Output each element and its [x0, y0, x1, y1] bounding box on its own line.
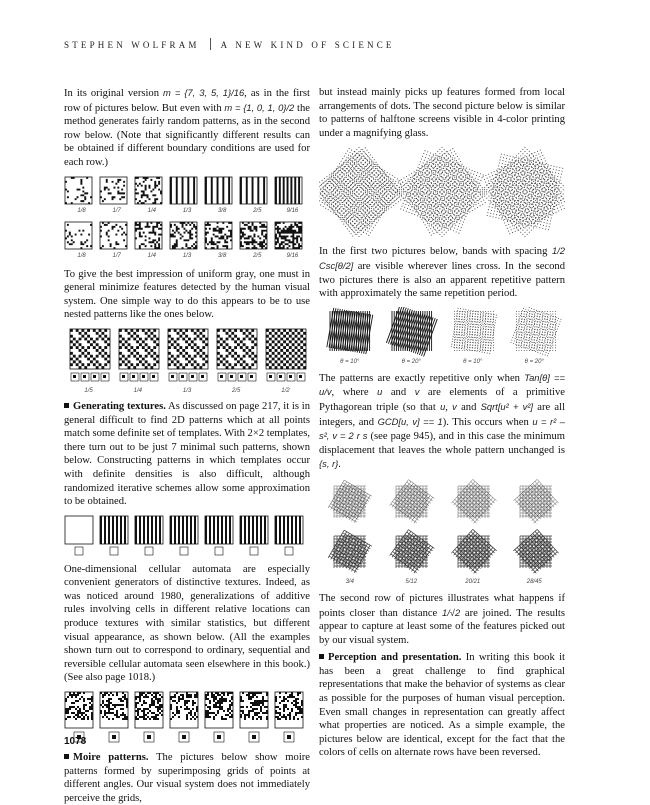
dither-tile — [240, 222, 267, 249]
paragraph-generating-textures: Generating textures. As discussed on page 217, it is in general difficult to find 2D patterns which at all points match some definite set of templates. With 2×2 templates, there turn out to be just 7 minimal such patterns, shown below. Constructing patterns in which templates occur with definite densities is also difficult, although randomized iterative schemes allow some approximation to be obtained. — [64, 400, 311, 508]
rotated-grid — [513, 479, 558, 524]
math-inline: m = {1, 0, 1, 0}/2 — [224, 101, 295, 113]
header-divider — [210, 38, 211, 50]
math-inline: 1/2 Csc[θ/2] — [319, 245, 565, 271]
nested-tile — [119, 329, 159, 369]
rule-icon — [144, 732, 154, 742]
paragraph-moire: Moire patterns. The pictures below show moire patterns formed by superimposing grids of points at different angles. Our visual system does not immediately perceive the grids, — [64, 752, 310, 804]
bullet-icon — [319, 654, 324, 659]
figure-dither-patterns — [64, 176, 310, 262]
template-icon — [250, 547, 258, 555]
moire-angle-pattern — [386, 307, 437, 356]
texture-tile — [275, 516, 303, 544]
ca-tiles-svg — [64, 691, 310, 745]
rotated-grid — [451, 479, 496, 524]
figure-nested-patterns — [64, 328, 310, 394]
paragraph-halftone: but instead mainly picks up features formed from local arrangements of dots. The second picture below is similar to patterns of halftone screens visible in 4-color printing under a magnifying glass. — [319, 87, 565, 139]
moire-rosette — [319, 147, 404, 237]
figure-moire-angles — [319, 307, 565, 365]
template-icon — [145, 547, 153, 555]
dither-tile — [135, 177, 162, 204]
dither-tile — [275, 177, 302, 204]
template-icon — [285, 547, 293, 555]
bullet-icon — [64, 403, 69, 408]
rule-icon — [249, 732, 259, 742]
texture-tile — [240, 516, 268, 544]
moire-angle-pattern — [510, 307, 561, 356]
rule-icon — [109, 732, 119, 742]
nested-tiles-svg — [64, 328, 310, 386]
paragraph-cellular-automata: One-dimensional cellular automata are especially convenient generators of distinctive textures. Indeed, as was noticed around 1980, generalizations of additive rules involving cells in different relative locations can produce textures with similar statistics, but different visual appearance, as shown below. (All the examples shown turn out to correspond to ordinary, sequential and reversible cellular automata seen elsewhere in this book.) (See also page 1018.) — [64, 563, 310, 684]
texture-tile — [170, 516, 198, 544]
moire-angle-pattern — [327, 308, 373, 354]
template-icons — [218, 373, 256, 381]
nested-tile — [168, 329, 208, 369]
moire-rosettes-svg — [319, 146, 565, 238]
figure-captions-row1: 1/8 1/7 1/4 1/3 3/8 2/5 9/16 — [77, 207, 299, 214]
nested-tile — [266, 329, 306, 369]
ca-texture-tile — [170, 692, 198, 728]
nested-tile — [217, 329, 257, 369]
template-icons — [267, 373, 305, 381]
bullet-icon — [64, 754, 69, 759]
texture-tile — [100, 516, 128, 544]
dither-tile — [100, 177, 127, 204]
moire-rosette — [397, 147, 487, 237]
paragraph-perception: Perception and presentation. In writing this book it has been a great challenge to find graphical representations that make the behavior of systems as clear as possible for the purposes of human visual perception. Even small changes in representation can greatly affect what properties are noticed. As a simple example, the pictures below are identical, except for the fact that the colors of cells on alternate rows have been reversed. — [319, 652, 565, 759]
rotated-grid — [328, 480, 372, 524]
ca-texture-tile — [100, 692, 128, 728]
dither-tile — [65, 177, 92, 204]
template-icons — [169, 373, 207, 381]
rule-icon — [284, 732, 294, 742]
dither-tile — [100, 222, 127, 249]
texture-tile — [135, 516, 163, 544]
left-column — [64, 86, 310, 805]
moire-rosette — [480, 147, 565, 237]
figure-captions: 1/5 1/4 1/3 2/5 1/2 — [84, 387, 290, 394]
figure-captions: θ = 10° θ = 20° θ = 10° θ = 20° — [340, 358, 544, 365]
paragraph-uniform-gray: To give the best impression of uniform gray, one must in general minimize features detected by the human visual system. One simple way to do this appears to be to use nested patterns like the ones below. — [64, 268, 310, 321]
nested-tile — [70, 329, 110, 369]
template-icon — [110, 547, 118, 555]
dither-tile — [65, 222, 92, 249]
texture-tile — [65, 516, 93, 544]
rotated-grid — [390, 530, 435, 575]
paragraph-dithering: In its original version m = {7, 3, 5, 1}/16, as in the first row of pictures below. But even with m = {1, 0, 1, 0}/2 the method generates fairly random patterns, as in the second row below. (Note that significantly different results can be obtained if different boundary conditions are used for each row.) — [64, 87, 310, 168]
texture-tile — [205, 516, 233, 544]
ca-texture-tile — [135, 692, 163, 728]
template-icons — [71, 373, 109, 381]
dither-tile — [135, 222, 162, 249]
ca-texture-tile — [240, 692, 268, 728]
rotated-grid — [390, 480, 435, 525]
header-author: STEPHEN WOLFRAM — [64, 40, 200, 50]
template-icon — [75, 547, 83, 555]
figure-captions: 3/4 5/12 20/21 28/45 — [345, 578, 542, 585]
rotated-grids-svg — [319, 478, 565, 578]
ca-texture-tile — [65, 692, 93, 728]
moire-angles-svg — [319, 307, 565, 357]
figure-moire-rosettes — [319, 146, 565, 238]
rotated-grid — [328, 530, 372, 574]
rotated-grid — [513, 529, 558, 574]
section-heading: Perception and presentation. — [328, 652, 462, 664]
page-number: 1078 — [64, 736, 87, 747]
section-heading: Generating textures. — [73, 400, 166, 412]
rule-icon — [179, 732, 189, 742]
ca-texture-tile — [205, 692, 233, 728]
dither-tile — [205, 222, 232, 249]
figure-rotated-grids — [319, 478, 565, 586]
math-inline: m = {7, 3, 5, 1}/16 — [163, 87, 245, 98]
rotated-grid — [451, 529, 496, 574]
figure-ca-textures — [64, 691, 310, 745]
rule-icon — [214, 732, 224, 742]
running-header — [64, 38, 584, 52]
dither-tile — [275, 222, 302, 249]
section-heading: Moire patterns. — [73, 752, 149, 764]
figure-captions-row2: 1/8 1/7 1/4 1/3 3/8 2/5 9/16 — [77, 252, 299, 259]
moire-angle-pattern — [451, 308, 497, 354]
dither-tile — [205, 177, 232, 204]
right-column — [319, 86, 565, 760]
ca-texture-tile — [275, 692, 303, 728]
dither-tile — [170, 222, 197, 249]
paragraph-joined-points: The second row of pictures illustrates what happens if points closer than distance 1/√2 are joined. The results appear to capture at least some of the features picked out by our visual system. — [319, 592, 565, 646]
dither-tile — [240, 177, 267, 204]
paragraph-pythagorean: The patterns are exactly repetitive only when Tan[θ] == u/v, where u and v are elements of a primitive Pythagorean triple (so that u, v and Sqrt[u² + v²] are all integers, and GCD[u, v] == 1). This occurs when u = r² – s², v = 2 r s (see page 945), and in this case the minimum displacement that leaves the whole pattern unchanged is {s, r}. — [319, 371, 566, 471]
template-icon — [215, 547, 223, 555]
template-tiles-svg — [64, 515, 310, 557]
paragraph-bands: In the first two pictures below, bands with spacing 1/2 Csc[θ/2] are visible wherever lines cross. In the second two pictures there is also an apparent repetitive pattern with approximately the same repetition period. — [319, 245, 565, 300]
template-icon — [180, 547, 188, 555]
figure-template-patterns — [64, 515, 310, 557]
template-icons — [120, 373, 158, 381]
header-book-title: A NEW KIND OF SCIENCE — [220, 40, 395, 50]
dither-tile — [170, 177, 197, 204]
